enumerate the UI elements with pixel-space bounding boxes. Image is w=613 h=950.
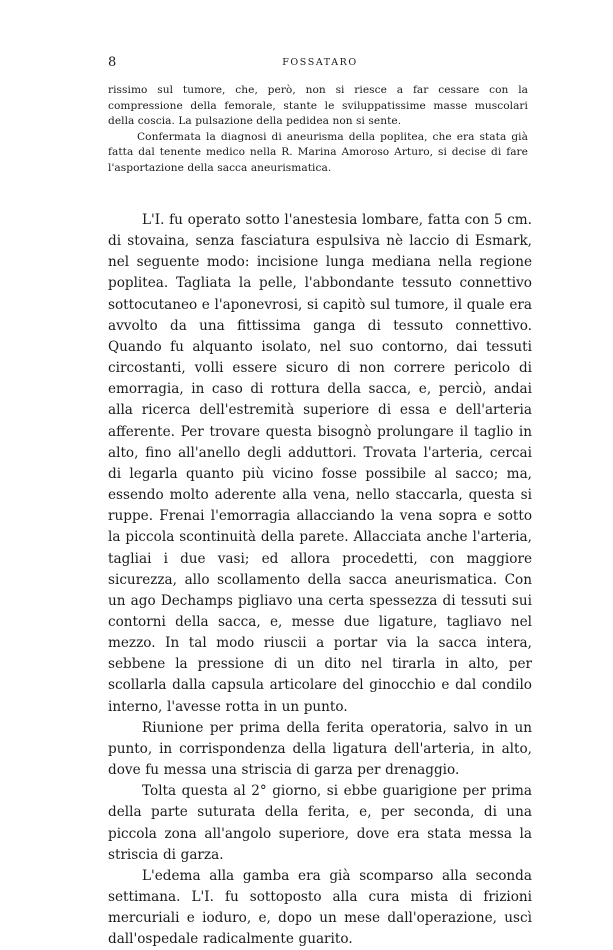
case-history-text bbox=[108, 83, 528, 177]
page-number: 8 bbox=[108, 55, 117, 70]
paragraph: rissimo sul tumore, che, però, non si riesce a far cessare con la compressione della femorale, stante le sviluppatissime masse muscolari della coscia. La pulsazione della pedidea non si sente. bbox=[108, 84, 528, 128]
paragraph: L'edema alla gamba era già scomparso alla seconda settimana. L'I. fu sottoposto alla cura mista di frizioni mercuriali e ioduro, e, dopo un mese dall'operazione, uscì dall'ospedale radicalmente guarito. bbox=[108, 867, 532, 948]
page-header bbox=[108, 56, 532, 70]
running-title: FOSSATARO bbox=[282, 57, 358, 68]
paragraph: L'I. fu operato sotto l'anestesia lombare, fatta con 5 cm. di stovaina, senza fasciatura espulsiva nè laccio di Esmark, nel seguente modo: incisione lunga mediana nella regione poplitea. Tagliata la pelle, l'abbondante tessuto connettivo sottocutaneo e l'aponevrosi, si capitò sul tumore, il quale era avvolto da una fittissima ganga di tessuto connettivo. Quando fu alquanto isolato, nel suo contorno, dai tessuti circostanti, volli essere sicuro di non correre pericolo di emorragia, in caso di rottura della sacca, e, perciò, andai alla ricerca dell'estremità superiore di essa e dell'arteria afferente. Per trovare questa bisognò prolungare il taglio in alto, fino all'anello degli adduttori. Trovata l'arteria, cercai di legarla quanto più vicino fosse possibile al sacco; ma, essendo molto aderente alla vena, nello staccarla, questa si ruppe. Frenai l'emorragia allacciando la vena sopra e sotto la piccola scontinuità della parete. Allacciata anche l'arteria, tagliai i due vasi; ed allora procedetti, con maggiore sicurezza, allo scollamento della sacca aneurismatica. Con un ago Dechamps pigliavo una certa spessezza di tessuti sui contorni della sacca, e, messe due ligature, tagliavo nel mezzo. In tal modo riuscii a portar via la sacca intera, sebbene la pressione di un dito nel tirarla in alto, per scollarla dalla capsula articolare del ginocchio e dal condilo interno, l'avesse rotta in un punto. bbox=[108, 212, 532, 715]
paragraph: Tolta questa al 2° giorno, si ebbe guarigione per prima della parte suturata della ferita, e, per seconda, di una piccola zona all'angolo superiore, dove era stata messa la striscia di garza. bbox=[108, 783, 532, 863]
paragraph: Confermata la diagnosi di aneurisma della poplitea, che era stata già fatta dal tenente medico nella R. Marina Amoroso Arturo, si decise di fare l'asportazione della sacca aneurismatica. bbox=[108, 130, 528, 174]
paragraph: Riunione per prima della ferita operatoria, salvo in un punto, in corrispondenza della ligatura dell'arteria, in alto, dove fu messa una striscia di garza per drenaggio. bbox=[108, 719, 532, 779]
operation-description bbox=[108, 210, 532, 950]
